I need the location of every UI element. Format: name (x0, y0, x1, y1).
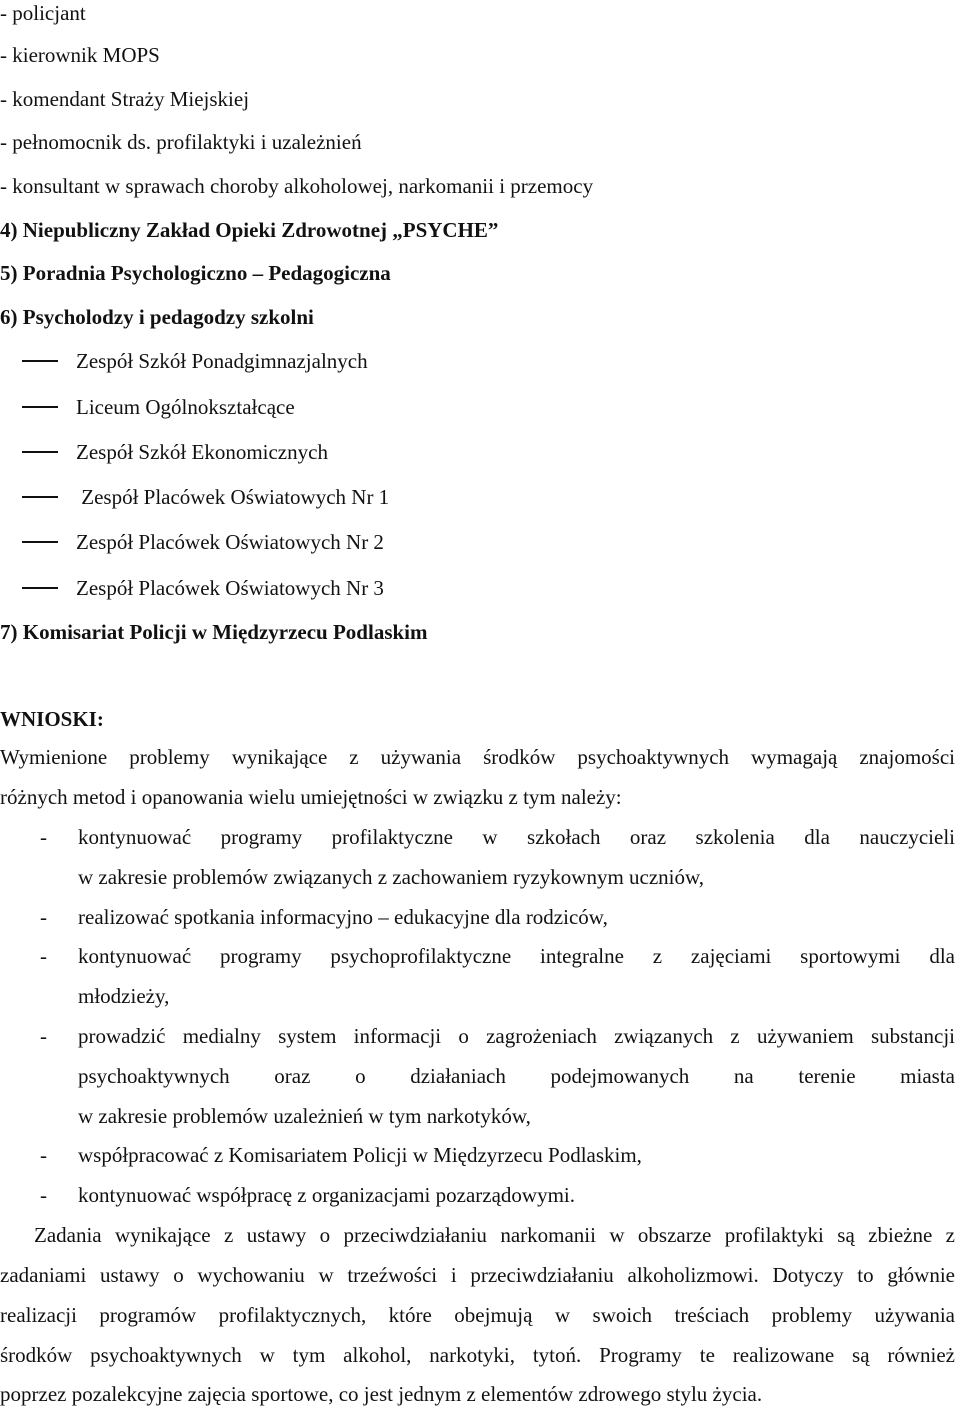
list-item: - policjant (0, 1, 86, 25)
school-item: Zespół Szkół Ekonomicznych (22, 439, 328, 465)
dash-bullet (22, 587, 58, 589)
paragraph-line: zadaniami ustawy o wychowaniu w trzeźwości i przeciwdziałaniu alkoholizmowi. Dotyczy to głównie (0, 1263, 955, 1287)
numbered-item-5: 5) Poradnia Psychologiczno – Pedagogiczna (0, 261, 391, 285)
list-item: - pełnomocnik ds. profilaktyki i uzależnień (0, 130, 362, 154)
paragraph-line: środków psychoaktywnych w tym alkohol, narkotyki, tytoń. Programy te realizowane są również (0, 1343, 955, 1367)
bullet-dash: - (40, 905, 47, 929)
section-heading: WNIOSKI: (0, 707, 104, 731)
paragraph-line: różnych metod i opanowania wielu umiejętności w związku z tym należy: (0, 785, 622, 809)
dash-bullet (22, 360, 58, 362)
dash-bullet (22, 496, 58, 498)
list-item: - komendant Straży Miejskiej (0, 87, 250, 111)
school-item: Zespół Szkół Ponadgimnazjalnych (22, 348, 368, 374)
paragraph-line: realizacji programów profilaktycznych, które obejmują w swoich treściach problemy używania (0, 1303, 955, 1327)
list-item: - kierownik MOPS (0, 43, 160, 67)
conclusion-item-continuation: w zakresie problemów uzależnień w tym narkotyków, (78, 1104, 531, 1128)
document-page: - policjant - kierownik MOPS - komendant Straży Miejskiej - pełnomocnik ds. profilaktyki i uzależnień - konsultant w sprawach choroby alkoholowej, narkomanii i przemocy 4) Niepubliczny Zakład Opieki Zdrowotnej „PSYCHE” 5) Poradnia Psychologiczno – Pedagogiczna 6) Psycholodzy i pedagodzy szkolni Zespół Szkół Ponadgimnazjalnych Liceum Ogólnokształcące Zespół Szkół Ekonomicznych Zespół Placówek Oświatowych Nr 1 Zespół Placówek Oświatowych Nr 2 Zespół Placówek Oświatowych Nr 3 7) Komisariat Policji w Międzyrzecu Podlaskim WNIOSKI: Wymienione problemy wynikające z używania środków psychoaktywnych wymagają znajomości różnych metod i opanowania wielu umiejętności w związku z tym należy: - kontynuować programy profilaktyczne w szkołach oraz szkolenia dla nauczycieli w zakresie problemów związanych z zachowaniem ryzykownym uczniów, - realizować spotkania informacyjno – edukacyjne dla rodziców, - kontynuować programy psychoprofilaktyczne integralne z zajęciami sportowymi dla młodzieży, - prowadzić medialny system informacji o zagrożeniach związanych z używaniem substancji psychoaktywnych oraz o działaniach podejmowanych na terenie miasta w zakresie problemów uzależnień w tym narkotyków, - współpracować z Komisariatem Policji w Międzyrzecu Podlaskim, - kontynuować współpracę z organizacjami pozarządowymi. Zadania wynikające z ustawy o przeciwdziałaniu narkomanii w obszarze profilaktyki są zbieżne z zadaniami ustawy o wychowaniu w trzeźwości i przeciwdziałaniu alkoholizmowi. Dotyczy to głównie realizacji programów profilaktycznych, które obejmują w swoich treściach problemy używania środków psychoaktywnych w tym alkohol, narkotyki, tytoń. Programy te realizowane są również poprzez pozalekcyjne zajęcia sportowe, co jest jednym z elementów zdrowego stylu życia. (0, 1, 955, 1406)
paragraph-line: Zadania wynikające z ustawy o przeciwdziałaniu narkomanii w obszarze profilaktyki są zbieżne z (34, 1223, 955, 1247)
numbered-item-4: 4) Niepubliczny Zakład Opieki Zdrowotnej „PSYCHE” (0, 218, 499, 242)
list-item: - konsultant w sprawach choroby alkoholowej, narkomanii i przemocy (0, 174, 594, 198)
conclusion-item-continuation: młodzieży, (78, 984, 170, 1008)
bullet-dash: - (40, 1183, 47, 1207)
conclusion-item-continuation: psychoaktywnych oraz o działaniach podejmowanych na terenie miasta (78, 1064, 955, 1088)
bullet-dash: - (40, 944, 47, 968)
school-item: Zespół Placówek Oświatowych Nr 2 (22, 529, 384, 555)
bullet-dash: - (40, 1143, 47, 1167)
school-item: Liceum Ogólnokształcące (22, 394, 295, 420)
dash-bullet (22, 541, 58, 543)
dash-bullet (22, 406, 58, 408)
conclusion-item-continuation: w zakresie problemów związanych z zachowaniem ryzykownym uczniów, (78, 865, 705, 889)
school-item: Zespół Placówek Oświatowych Nr 3 (22, 575, 384, 601)
bullet-dash: - (40, 1024, 47, 1048)
paragraph-line: Wymienione problemy wynikające z używania środków psychoaktywnych wymagają znajomości (0, 745, 955, 769)
paragraph-line: poprzez pozalekcyjne zajęcia sportowe, co jest jednym z elementów zdrowego stylu życia. (0, 1382, 763, 1406)
numbered-item-7: 7) Komisariat Policji w Międzyrzecu Podlaskim (0, 620, 428, 644)
dash-bullet (22, 451, 58, 453)
school-item: Zespół Placówek Oświatowych Nr 1 (22, 484, 389, 510)
bullet-dash: - (40, 825, 47, 849)
numbered-item-6: 6) Psycholodzy i pedagodzy szkolni (0, 305, 314, 329)
